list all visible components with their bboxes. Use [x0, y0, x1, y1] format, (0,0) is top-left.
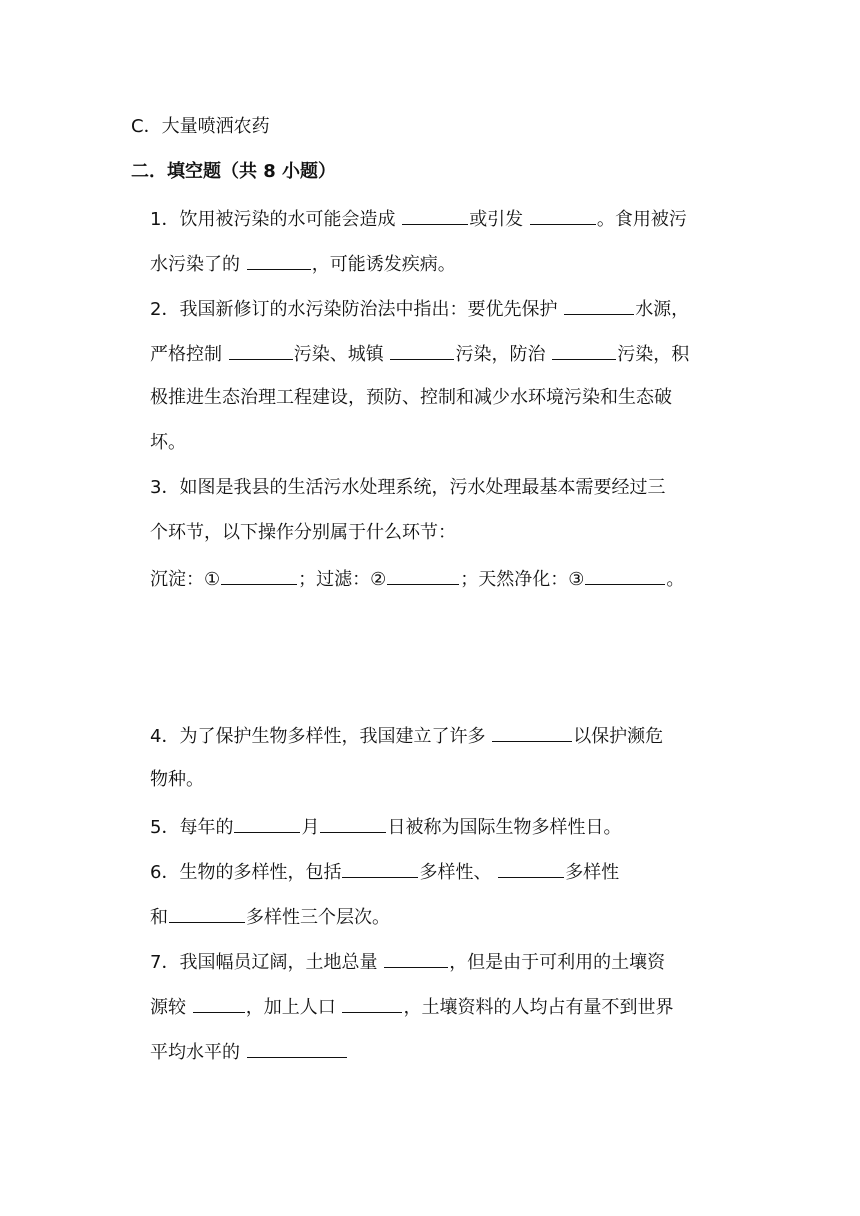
section-title: 二．填空题（共 8 小题） [131, 161, 337, 182]
question-text: ，土壤资料的人均占有量不到世界 [403, 997, 674, 1018]
question-4-line-2: 物种。 [150, 769, 204, 790]
question-number: 3． [150, 477, 180, 498]
question-number: 5． [150, 817, 180, 838]
question-text: 平均水平的 [150, 1042, 240, 1063]
question-7-line-3 [150, 1039, 348, 1065]
question-text: ；过滤：② [298, 569, 387, 590]
question-text: 多样性、 [419, 862, 492, 883]
question-number: 6． [150, 862, 180, 883]
question-text: 饮用被污染的水可能会造成 [179, 209, 396, 230]
answer-blank[interactable] [530, 206, 596, 225]
question-3-line-3 [150, 566, 684, 592]
question-7-line-2 [150, 994, 673, 1020]
answer-blank[interactable] [552, 341, 616, 360]
answer-blank[interactable] [320, 814, 386, 833]
question-5 [150, 814, 621, 840]
question-2-line-2 [150, 341, 689, 367]
question-text: ，但是由于可利用的土壤资 [449, 952, 666, 973]
option-c: C．大量喷洒农药 [131, 116, 270, 137]
answer-blank[interactable] [492, 723, 572, 742]
question-text: ；天然净化：③ [460, 569, 585, 590]
question-1-line-2 [150, 251, 456, 277]
question-text: 严格控制 [150, 344, 222, 365]
question-text: 沉淀：① [150, 569, 221, 590]
question-text: 生物的多样性，包括 [179, 862, 342, 883]
answer-blank[interactable] [342, 994, 402, 1013]
question-text: 为了保护生物多样性，我国建立了许多 [179, 726, 486, 747]
answer-blank[interactable] [498, 859, 564, 878]
question-3-line-1 [150, 476, 665, 500]
answer-blank[interactable] [342, 859, 418, 878]
question-text: 多样性三个层次。 [246, 907, 390, 928]
question-7-line-1 [150, 949, 665, 975]
question-2-line-3: 极推进生态治理工程建设，预防、控制和减少水环境污染和生态破 [150, 387, 672, 408]
question-text: 每年的 [179, 817, 234, 838]
question-text: 我国新修订的水污染防治法中指出：要优先保护 [179, 299, 558, 320]
answer-blank[interactable] [193, 994, 245, 1013]
question-text: 月 [301, 817, 320, 838]
question-text: 。 [666, 569, 685, 590]
question-6-line-1 [150, 859, 619, 885]
question-text: 污染，防治 [455, 344, 546, 365]
answer-blank[interactable] [169, 904, 245, 923]
question-text: 我国幅员辽阔，土地总量 [179, 952, 378, 973]
question-text: 污染、城镇 [293, 344, 384, 365]
answer-blank[interactable] [402, 206, 468, 225]
question-text: 和 [150, 907, 168, 928]
answer-blank[interactable] [234, 814, 300, 833]
answer-blank[interactable] [229, 341, 293, 360]
question-text: 或引发 [469, 209, 524, 230]
answer-blank[interactable] [221, 566, 297, 585]
question-text: 水源， [635, 299, 690, 320]
question-2-line-1 [150, 296, 689, 322]
answer-blank[interactable] [247, 251, 311, 270]
question-text: 多样性 [565, 862, 620, 883]
question-6-line-2 [150, 904, 390, 930]
answer-blank[interactable] [387, 566, 459, 585]
question-text: 污染，积 [617, 344, 690, 365]
question-text: 以保护濒危 [573, 726, 664, 747]
answer-blank[interactable] [585, 566, 665, 585]
question-text: 如图是我县的生活污水处理系统，污水处理最基本需要经过三 [179, 477, 666, 498]
question-number: 7． [150, 952, 180, 973]
question-number: 4． [150, 726, 180, 747]
question-text: 源较 [150, 997, 186, 1018]
question-3-line-2: 个环节，以下操作分别属于什么环节： [150, 522, 456, 543]
question-number: 2． [150, 299, 180, 320]
question-text: 水污染了的 [150, 254, 240, 275]
answer-blank[interactable] [247, 1039, 347, 1058]
question-text: ，加上人口 [245, 997, 336, 1018]
question-2-line-4: 坏。 [150, 432, 186, 453]
question-1-line-1 [150, 206, 687, 232]
answer-blank[interactable] [390, 341, 454, 360]
question-text: ，可能诱发疾病。 [311, 254, 456, 275]
answer-blank[interactable] [384, 949, 448, 968]
question-number: 1． [150, 209, 180, 230]
answer-blank[interactable] [564, 296, 634, 315]
question-text: 。食用被污 [596, 209, 687, 230]
question-4-line-1 [150, 723, 663, 749]
question-text: 日被称为国际生物多样性日。 [387, 817, 622, 838]
